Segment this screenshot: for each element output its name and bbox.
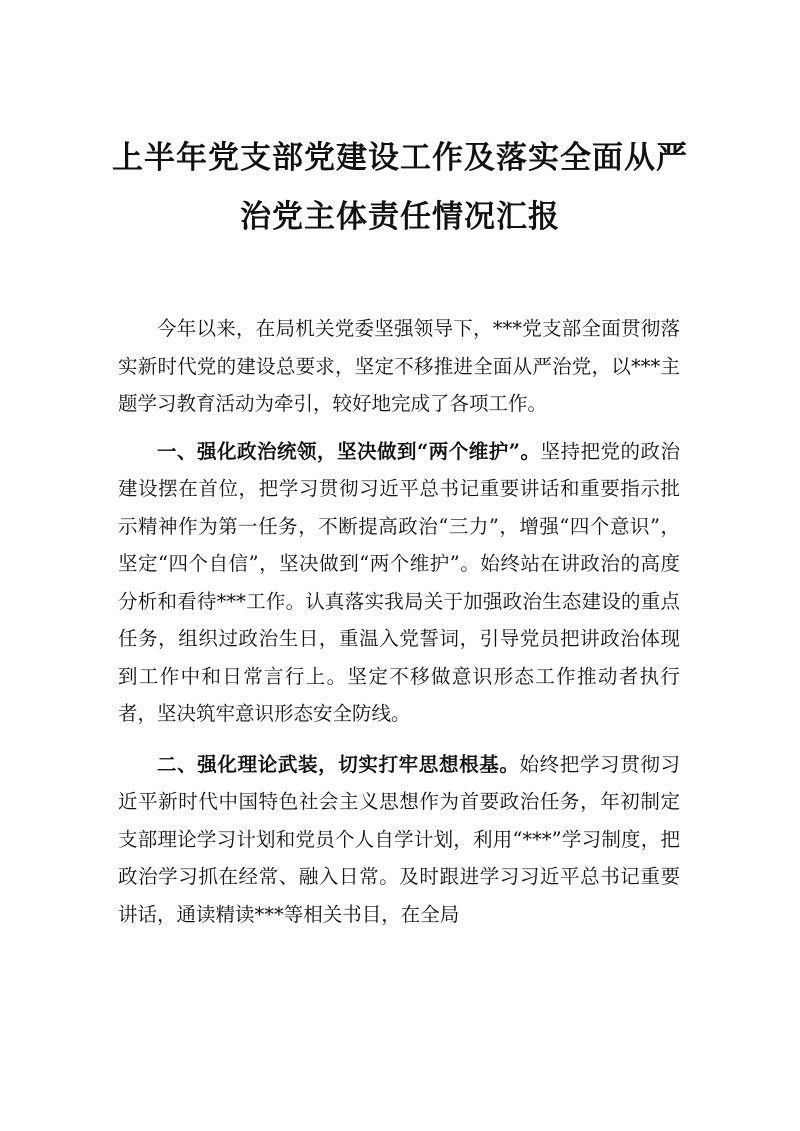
section-2-text: 始终把学习贯彻习近平新时代中国特色社会主义思想作为首要政治任务，年初制定支部理论学习计划和党员个人自学计划，利用“***”学习制度，把政治学习抓在经常、融入日常。及时跟进学习习近平总书记重要讲话，通读精读***等相关书目，在全局 xyxy=(118,752,680,926)
section-1-paragraph xyxy=(118,433,680,733)
document-body xyxy=(118,310,680,933)
intro-paragraph-text: 今年以来，在局机关党委坚强领导下，***党支部全面贯彻落实新时代党的建设总要求，坚定不移推进全面从严治党，以***主题学习教育活动为牵引，较好地完成了各项工作。 xyxy=(118,317,680,415)
document-title-line-2: 治党主体责任情况汇报 xyxy=(240,199,560,235)
section-2-heading: 二、强化理论武装，切实打牢思想根基。 xyxy=(157,752,520,776)
section-2-paragraph xyxy=(118,746,680,934)
section-1-text: 坚持把党的政治建设摆在首位，把学习贯彻习近平总书记重要讲话和重要指示批示精神作为第一任务，不断提高政治“三力”，增强“四个意识”，坚定“四个自信”，坚决做到“两个维护”。始终站在讲政治的高度分析和看待***工作。认真落实我局关于加强政治生态建设的重点任务，组织过政治生日，重温入党誓词，引导党员把讲政治体现到工作中和日常言行上。坚定不移做意识形态工作推动者执行者，坚决筑牢意识形态安全防线。 xyxy=(118,439,680,725)
intro-paragraph xyxy=(118,310,680,423)
document-title-line-1: 上半年党支部党建设工作及落实全面从严 xyxy=(112,140,688,176)
section-1-heading: 一、强化政治统领，坚决做到“两个维护”。 xyxy=(157,439,541,463)
